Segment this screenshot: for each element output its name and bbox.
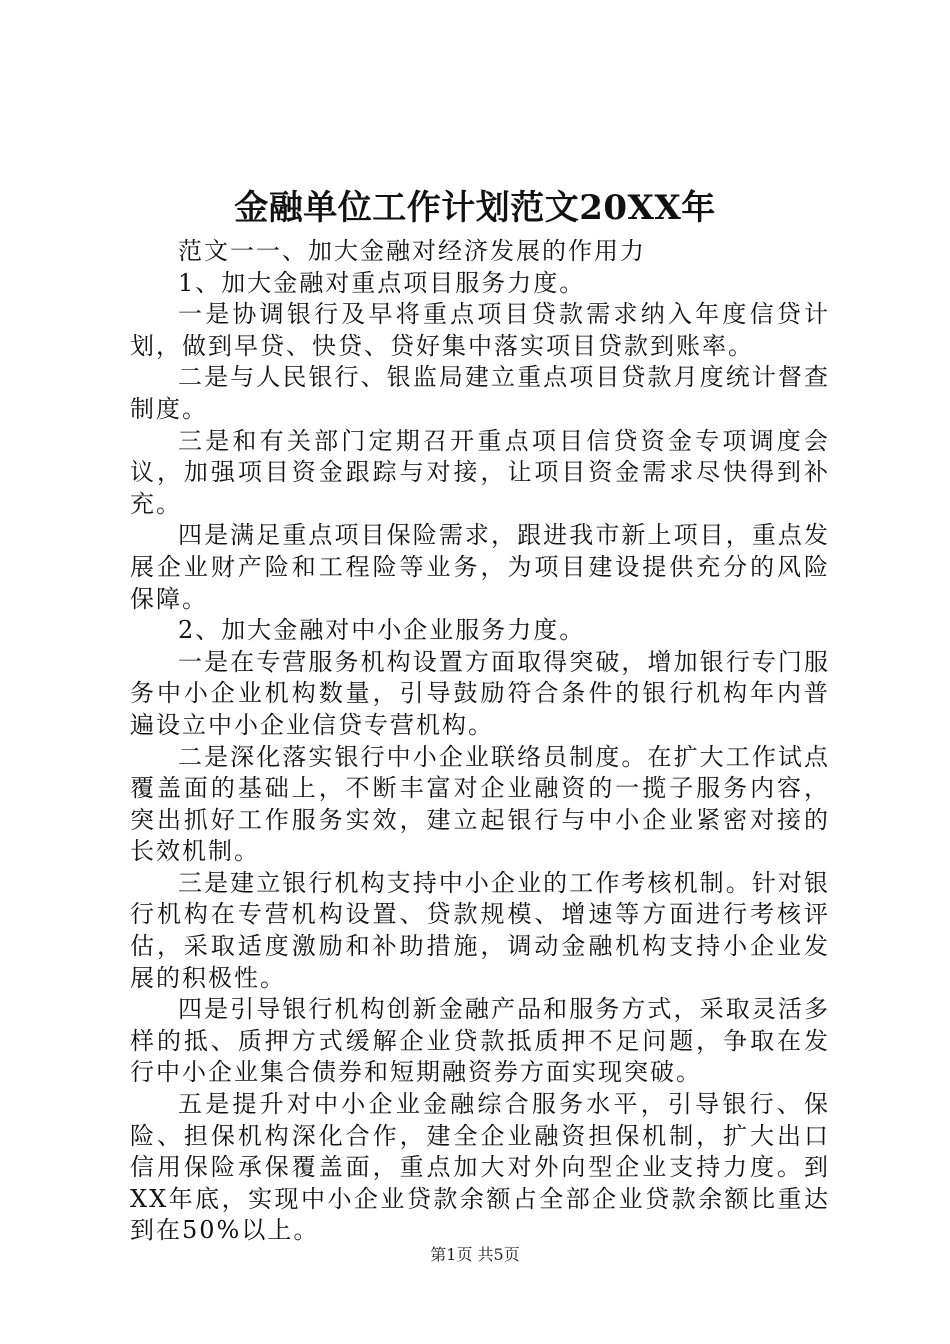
page-number-footer: 第1页 共5页 (430, 1245, 520, 1264)
paragraph: 二是深化落实银行中小企业联络员制度。在扩大工作试点覆盖面的基础上，不断丰富对企业融资的一揽子服务内容，突出抓好工作服务实效，建立起银行与中小企业紧密对接的长效机制。 (130, 742, 830, 866)
paragraph: 四是满足重点项目保险需求，跟进我市新上项目，重点发展企业财产险和工程险等业务，为项目建设提供充分的风险保障。 (130, 521, 830, 613)
paragraph: 二是与人民银行、银监局建立重点项目贷款月度统计督查制度。 (130, 363, 830, 423)
paragraph: 三是和有关部门定期召开重点项目信贷资金专项调度会议，加强项目资金跟踪与对接，让项目资金需求尽快得到补充。 (130, 426, 830, 518)
document-title: 金融单位工作计划范文20XX年 (234, 188, 716, 228)
paragraph: 五是提升对中小企业金融综合服务水平，引导银行、保险、担保机构深化合作，建全企业融资担保机制，扩大出口信用保险承保覆盖面，重点加大对外向型企业支持力度。到XX年底，实现中小企业贷款余额占全部企业贷款余额比重达到在50%以上。 (130, 1090, 830, 1245)
paragraph: 1、加大金融对重点项目服务力度。 (178, 268, 586, 297)
paragraph: 一是在专营服务机构设置方面取得突破，增加银行专门服务中小企业机构数量，引导鼓励符合条件的银行机构年内普遍设立中小企业信贷专营机构。 (130, 647, 830, 739)
document-body (130, 236, 830, 1247)
paragraph: 一是协调银行及早将重点项目贷款需求纳入年度信贷计划，做到早贷、快贷、贷好集中落实项目贷款到账率。 (130, 300, 830, 360)
paragraph: 范文一一、加大金融对经济发展的作用力 (178, 237, 646, 265)
paragraph: 三是建立银行机构支持中小企业的工作考核机制。针对银行机构在专营机构设置、贷款规模、增速等方面进行考核评估，采取适度激励和补助措施，调动金融机构支持小企业发展的积极性。 (130, 868, 830, 992)
paragraph: 四是引导银行机构创新金融产品和服务方式，采取灵活多样的抵、质押方式缓解企业贷款抵质押不足问题，争取在发行中小企业集合债券和短期融资券方面实现突破。 (130, 995, 830, 1087)
paragraph: 2、加大金融对中小企业服务力度。 (178, 616, 586, 645)
